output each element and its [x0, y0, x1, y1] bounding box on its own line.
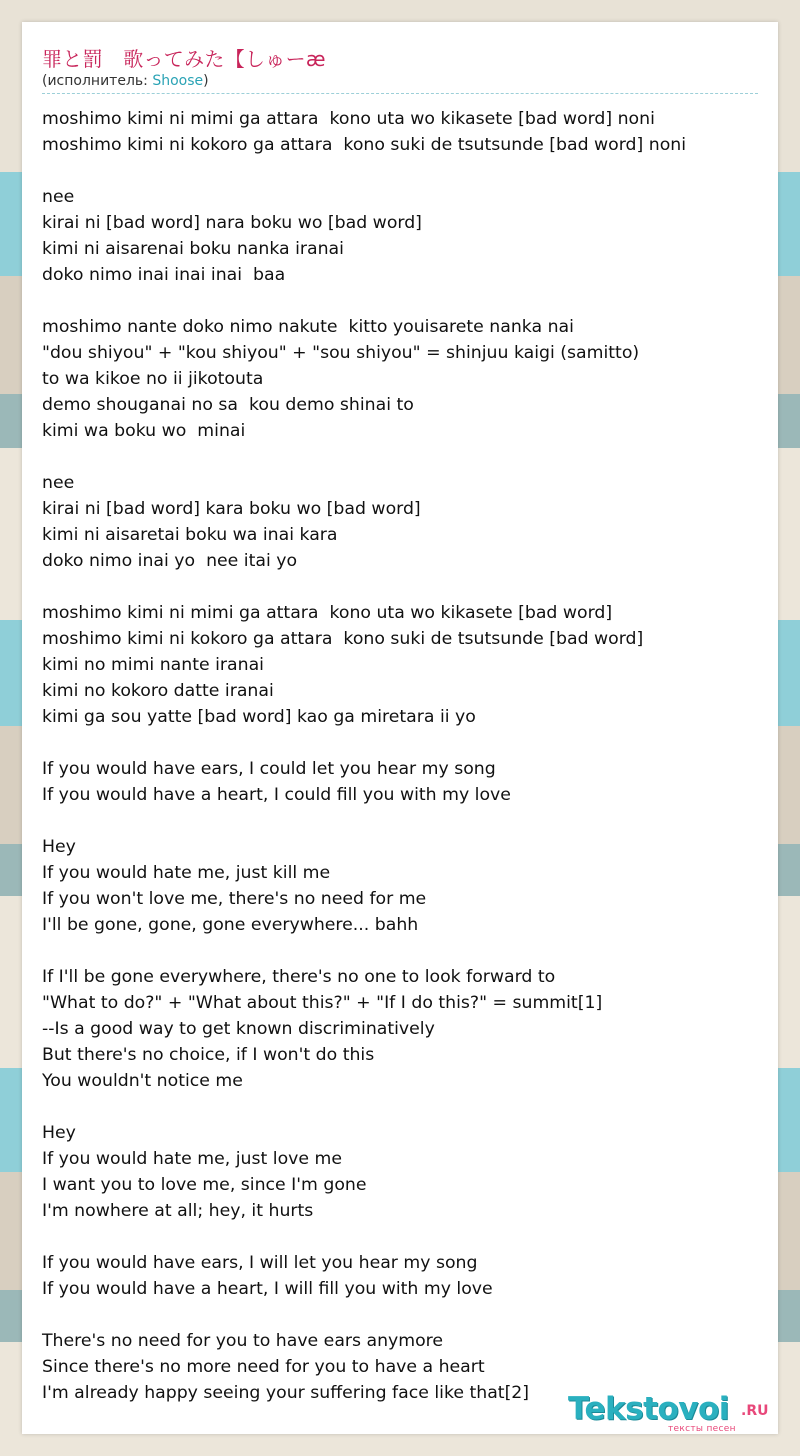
lyric-line: Since there's no more need for you to have a heart: [42, 1357, 485, 1377]
lyric-line: You wouldn't notice me: [42, 1071, 243, 1091]
lyric-line: Hey: [42, 1123, 76, 1143]
artist-suffix: ): [203, 73, 209, 89]
lyric-line: kimi no mimi nante iranai: [42, 655, 264, 675]
lyric-blank-line: [42, 288, 762, 314]
logo-wordmark: Tekstovoi: [568, 1391, 729, 1427]
lyric-line: If you won't love me, there's no need for me: [42, 889, 427, 909]
lyric-line: If you would have ears, I will let you hear my song: [42, 1253, 478, 1273]
lyric-line: If you would hate me, just love me: [42, 1149, 342, 1169]
lyric-line: to wa kikoe no ii jikotouta: [42, 369, 264, 389]
logo-tagline: тексты песен: [668, 1424, 736, 1434]
lyric-line: But there's no choice, if I won't do this: [42, 1045, 375, 1065]
lyric-line: If I'll be gone everywhere, there's no one to look forward to: [42, 967, 556, 987]
lyric-line: Hey: [42, 837, 76, 857]
lyric-line: kirai ni [bad word] kara boku wo [bad word]: [42, 499, 421, 519]
lyric-blank-line: [42, 1302, 762, 1328]
lyric-line: moshimo kimi ni mimi ga attara kono uta wo kikasete [bad word] noni: [42, 109, 655, 129]
lyric-blank-line: [42, 574, 762, 600]
lyric-line: If you would have ears, I could let you hear my song: [42, 759, 496, 779]
lyric-line: kimi wa boku wo minai: [42, 421, 246, 441]
lyric-line: nee: [42, 187, 75, 207]
lyric-line: moshimo kimi ni kokoro ga attara kono suki de tsutsunde [bad word]: [42, 629, 644, 649]
lyric-line: If you would hate me, just kill me: [42, 863, 331, 883]
lyric-line: kimi ni aisaretai boku wa inai kara: [42, 525, 338, 545]
lyric-line: If you would have a heart, I could fill you with my love: [42, 785, 511, 805]
lyric-line: moshimo kimi ni kokoro ga attara kono suki de tsutsunde [bad word] noni: [42, 135, 687, 155]
lyric-blank-line: [42, 444, 762, 470]
lyric-blank-line: [42, 1094, 762, 1120]
lyrics-card: [22, 22, 778, 1434]
lyric-blank-line: [42, 158, 762, 184]
lyric-line: kimi ga sou yatte [bad word] kao ga miretara ii yo: [42, 707, 476, 727]
artist-prefix: (исполнитель:: [42, 73, 153, 89]
lyric-line: --Is a good way to get known discriminatively: [42, 1019, 435, 1039]
lyric-line: doko nimo inai inai inai baa: [42, 265, 286, 285]
lyric-line: demo shouganai no sa kou demo shinai to: [42, 395, 414, 415]
title-divider: [42, 93, 758, 94]
lyric-blank-line: [42, 730, 762, 756]
lyric-line: I'll be gone, gone, gone everywhere... bahh: [42, 915, 419, 935]
lyrics-text: [42, 106, 762, 1406]
lyric-blank-line: [42, 808, 762, 834]
lyric-line: I'm already happy seeing your suffering face like that[2]: [42, 1383, 530, 1403]
lyric-line: kirai ni [bad word] nara boku wo [bad word]: [42, 213, 422, 233]
lyric-line: "What to do?" + "What about this?" + "If I do this?" = summit[1]: [42, 993, 603, 1013]
artist-link[interactable]: Shoose: [152, 73, 204, 89]
lyric-line: "dou shiyou" + "kou shiyou" + "sou shiyou" = shinjuu kaigi (samitto): [42, 343, 640, 363]
lyric-line: If you would have a heart, I will fill you with my love: [42, 1279, 493, 1299]
lyric-line: I'm nowhere at all; hey, it hurts: [42, 1201, 314, 1221]
lyric-line: doko nimo inai yo nee itai yo: [42, 551, 298, 571]
lyric-line: moshimo nante doko nimo nakute kitto youisarete nanka nai: [42, 317, 574, 337]
lyric-line: nee: [42, 473, 75, 493]
lyric-blank-line: [42, 938, 762, 964]
lyric-line: There's no need for you to have ears anymore: [42, 1331, 444, 1351]
logo-domain-suffix: .RU: [741, 1403, 769, 1419]
lyric-blank-line: [42, 1224, 762, 1250]
song-title: 罪と罰 歌ってみた【しゅーæ: [42, 47, 326, 71]
lyric-line: moshimo kimi ni mimi ga attara kono uta wo kikasete [bad word]: [42, 603, 613, 623]
site-logo[interactable]: [568, 1391, 778, 1435]
artist-line: [42, 73, 209, 89]
lyric-line: kimi no kokoro datte iranai: [42, 681, 274, 701]
lyric-line: I want you to love me, since I'm gone: [42, 1175, 367, 1195]
lyric-line: kimi ni aisarenai boku nanka iranai: [42, 239, 344, 259]
